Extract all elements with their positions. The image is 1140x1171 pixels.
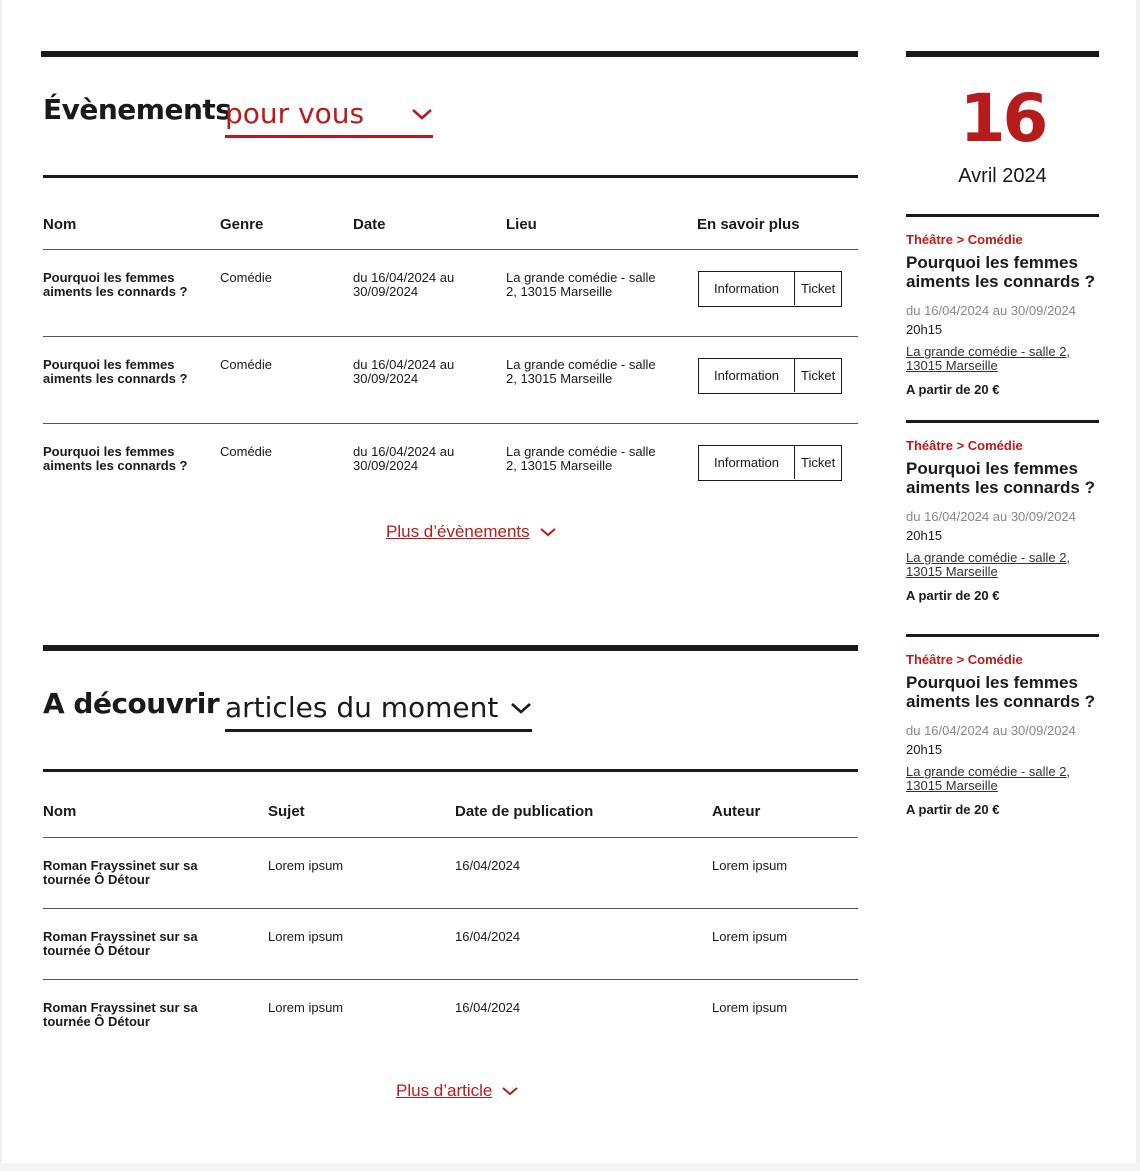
table-row [43, 250, 858, 337]
event-category[interactable]: Théâtre > Comédie [906, 652, 1023, 667]
col-sujet: Sujet [268, 803, 305, 820]
event-genre: Comédie [220, 357, 273, 372]
event-date: du 16/04/2024 au 30/09/2024 [353, 270, 455, 299]
article-date: 16/04/2024 [455, 929, 521, 944]
event-card-title[interactable]: Pourquoi les femmes aiments les connards ? [906, 673, 1095, 711]
event-date: du 16/04/2024 au 30/09/2024 [353, 357, 455, 386]
event-card-venue-link[interactable]: La grande comédie - salle 2, 13015 Marseille [906, 764, 1071, 793]
chevron-down-icon [510, 701, 532, 715]
information-button[interactable]: Information [699, 272, 794, 305]
col-nom: Nom [43, 803, 77, 820]
col-auteur: Auteur [712, 803, 761, 820]
event-date: du 16/04/2024 au 30/09/2024 [353, 444, 455, 473]
event-card-price: A partir de 20 € [906, 382, 1000, 397]
event-card-title[interactable]: Pourquoi les femmes aiments les connards ? [906, 459, 1095, 497]
discover-filter-dropdown[interactable] [225, 686, 532, 732]
event-card-time: 20h15 [906, 742, 943, 757]
col-lieu: Lieu [506, 216, 537, 233]
events-filter-label: pour vous [225, 97, 365, 130]
event-actions [698, 358, 842, 394]
information-button[interactable]: Information [699, 446, 794, 479]
event-actions [698, 445, 842, 481]
article-subject: Lorem ipsum [268, 858, 344, 873]
chevron-down-icon [411, 107, 433, 121]
discover-title: A découvrir [43, 687, 220, 720]
table-row [43, 337, 858, 424]
article-date: 16/04/2024 [455, 1000, 521, 1015]
article-name: Roman Frayssinet sur sa tournée Ô Détour [43, 858, 198, 887]
col-nom: Nom [43, 216, 77, 233]
event-place: La grande comédie - salle 2, 13015 Marseille [506, 270, 656, 299]
calendar-day: 16 [959, 80, 1046, 157]
event-card[interactable] [906, 214, 1099, 419]
page-frame-bottom [0, 1163, 1140, 1171]
article-name: Roman Frayssinet sur sa tournée Ô Détour [43, 1000, 198, 1029]
event-card-venue-link[interactable]: La grande comédie - salle 2, 13015 Marseille [906, 344, 1071, 373]
event-card-dates: du 16/04/2024 au 30/09/2024 [906, 509, 1076, 524]
event-genre: Comédie [220, 270, 273, 285]
sidebar-top-rule [906, 51, 1099, 57]
ticket-button[interactable]: Ticket [794, 272, 841, 305]
event-card[interactable] [906, 634, 1099, 834]
discover-heading [43, 687, 219, 720]
col-date: Date [353, 216, 386, 233]
article-subject: Lorem ipsum [268, 929, 344, 944]
article-author: Lorem ipsum [712, 929, 788, 944]
article-subject: Lorem ipsum [268, 1000, 344, 1015]
article-author: Lorem ipsum [712, 1000, 788, 1015]
event-category[interactable]: Théâtre > Comédie [906, 438, 1023, 453]
event-card[interactable] [906, 420, 1099, 632]
ticket-button[interactable]: Ticket [794, 359, 841, 392]
event-name: Pourquoi les femmes aiments les connards ? [43, 270, 188, 299]
calendar-month-year: Avril 2024 [958, 165, 1047, 187]
event-place: La grande comédie - salle 2, 13015 Marseille [506, 444, 656, 473]
page-frame-left [0, 0, 2, 1171]
events-top-rule [41, 51, 858, 57]
event-place: La grande comédie - salle 2, 13015 Marseille [506, 357, 656, 386]
chevron-down-icon [540, 527, 556, 537]
table-row [43, 838, 858, 909]
events-heading [43, 93, 231, 126]
chevron-down-icon [502, 1086, 518, 1096]
event-category[interactable]: Théâtre > Comédie [906, 232, 1023, 247]
event-card-time: 20h15 [906, 322, 943, 337]
article-name: Roman Frayssinet sur sa tournée Ô Détour [43, 929, 198, 958]
more-articles-link[interactable] [396, 1081, 518, 1101]
col-en-savoir-plus: En savoir plus [697, 216, 800, 233]
events-table-header [43, 178, 858, 250]
information-button[interactable]: Information [699, 359, 794, 392]
page-frame-right [1136, 0, 1140, 1171]
event-card-price: A partir de 20 € [906, 802, 1000, 817]
ticket-button[interactable]: Ticket [794, 446, 841, 479]
event-name: Pourquoi les femmes aiments les connards ? [43, 357, 188, 386]
more-events-link[interactable] [386, 522, 556, 542]
events-title: Évènements [43, 93, 232, 126]
event-card-dates: du 16/04/2024 au 30/09/2024 [906, 303, 1076, 318]
more-articles-label: Plus d’article [396, 1081, 493, 1100]
event-card-dates: du 16/04/2024 au 30/09/2024 [906, 723, 1076, 738]
more-events-label: Plus d’évènements [386, 522, 530, 541]
table-row [43, 980, 858, 1040]
discover-filter-label: articles du moment [225, 691, 499, 724]
event-card-venue-link[interactable]: La grande comédie - salle 2, 13015 Marseille [906, 550, 1071, 579]
col-genre: Genre [220, 216, 264, 233]
discover-table-header [43, 772, 858, 838]
discover-top-rule [43, 645, 858, 651]
event-card-time: 20h15 [906, 528, 943, 543]
event-actions [698, 271, 842, 307]
event-name: Pourquoi les femmes aiments les connards ? [43, 444, 188, 473]
article-author: Lorem ipsum [712, 858, 788, 873]
table-row [43, 424, 858, 504]
event-card-price: A partir de 20 € [906, 588, 1000, 603]
article-date: 16/04/2024 [455, 858, 521, 873]
event-genre: Comédie [220, 444, 273, 459]
event-card-title[interactable]: Pourquoi les femmes aiments les connards ? [906, 253, 1095, 291]
table-row [43, 909, 858, 980]
col-date-publication: Date de publication [455, 803, 594, 820]
events-filter-dropdown[interactable] [225, 92, 433, 138]
